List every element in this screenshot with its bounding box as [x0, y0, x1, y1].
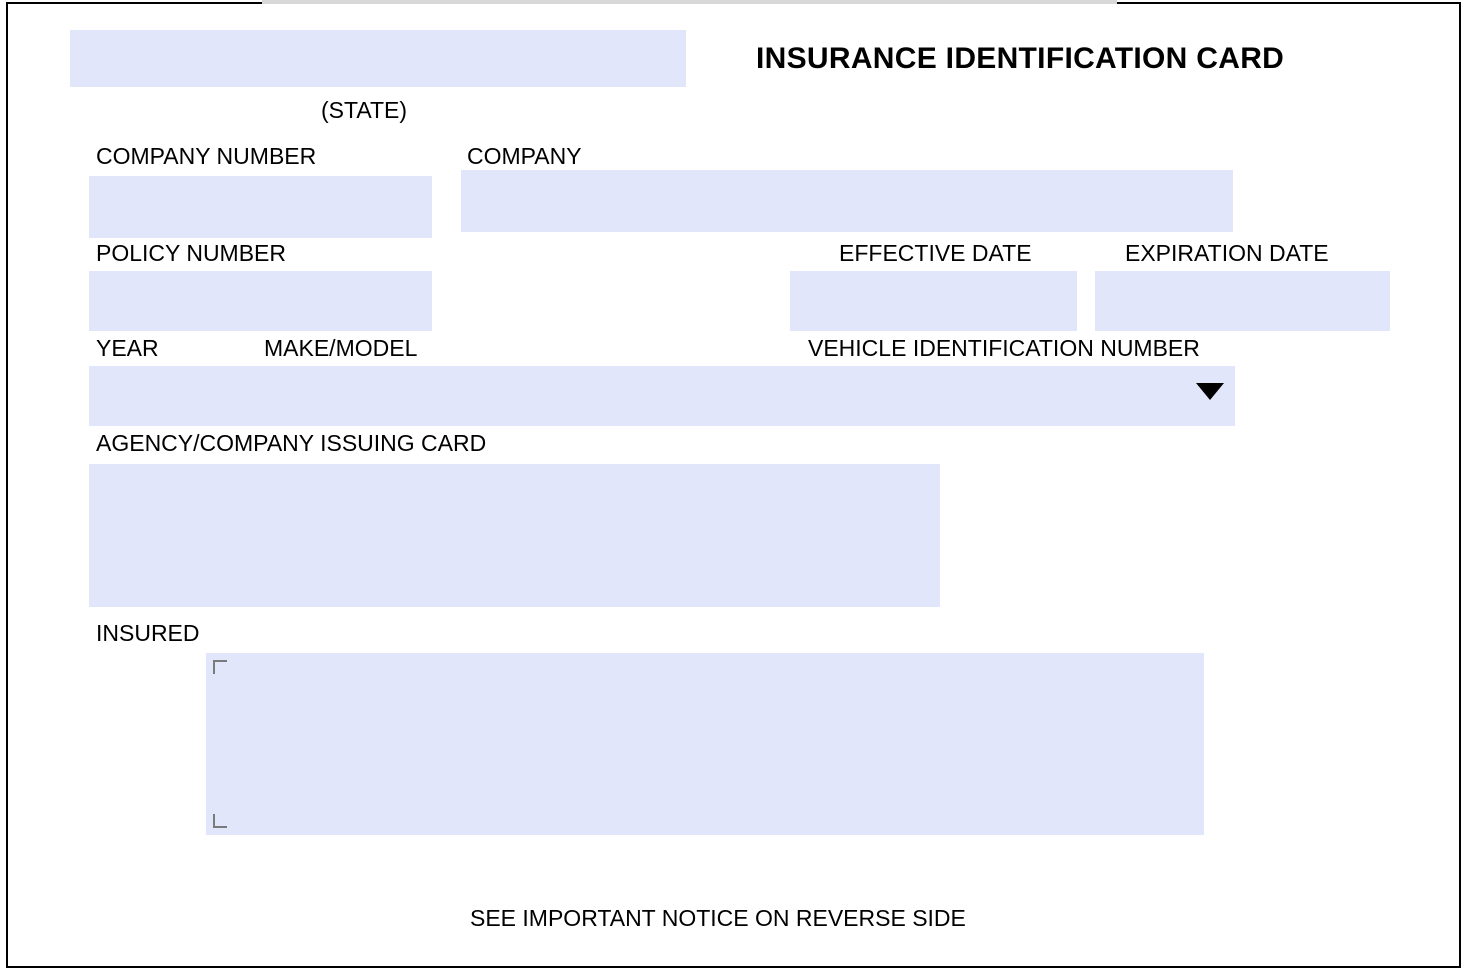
reverse-side-notice: SEE IMPORTANT NOTICE ON REVERSE SIDE — [470, 905, 966, 931]
page-title: INSURANCE IDENTIFICATION CARD — [756, 42, 1285, 75]
insured-input[interactable] — [206, 653, 1204, 835]
expiration-date-input[interactable] — [1095, 271, 1390, 331]
vin-label: VEHICLE IDENTIFICATION NUMBER — [808, 335, 1200, 361]
effective-date-label: EFFECTIVE DATE — [839, 240, 1032, 266]
vehicle-input[interactable] — [89, 366, 1235, 426]
agency-input[interactable] — [89, 464, 940, 607]
make-model-label: MAKE/MODEL — [264, 335, 418, 361]
chevron-down-icon[interactable] — [1196, 383, 1224, 400]
state-input[interactable] — [70, 30, 686, 87]
state-label: (STATE) — [321, 97, 408, 123]
company-number-input[interactable] — [89, 176, 432, 238]
company-number-label: COMPANY NUMBER — [96, 143, 317, 169]
insured-label: INSURED — [96, 620, 200, 646]
year-label: YEAR — [96, 335, 159, 361]
expiration-date-label: EXPIRATION DATE — [1125, 240, 1329, 266]
insured-corner-mark-top-left — [213, 660, 227, 674]
company-label: COMPANY — [467, 143, 582, 169]
policy-number-label: POLICY NUMBER — [96, 240, 287, 266]
scan-artifact-top — [262, 0, 1117, 4]
insured-corner-mark-bottom-left — [213, 814, 227, 828]
effective-date-input[interactable] — [790, 271, 1077, 331]
agency-label: AGENCY/COMPANY ISSUING CARD — [96, 430, 487, 456]
company-input[interactable] — [461, 170, 1233, 232]
policy-number-input[interactable] — [89, 271, 432, 331]
